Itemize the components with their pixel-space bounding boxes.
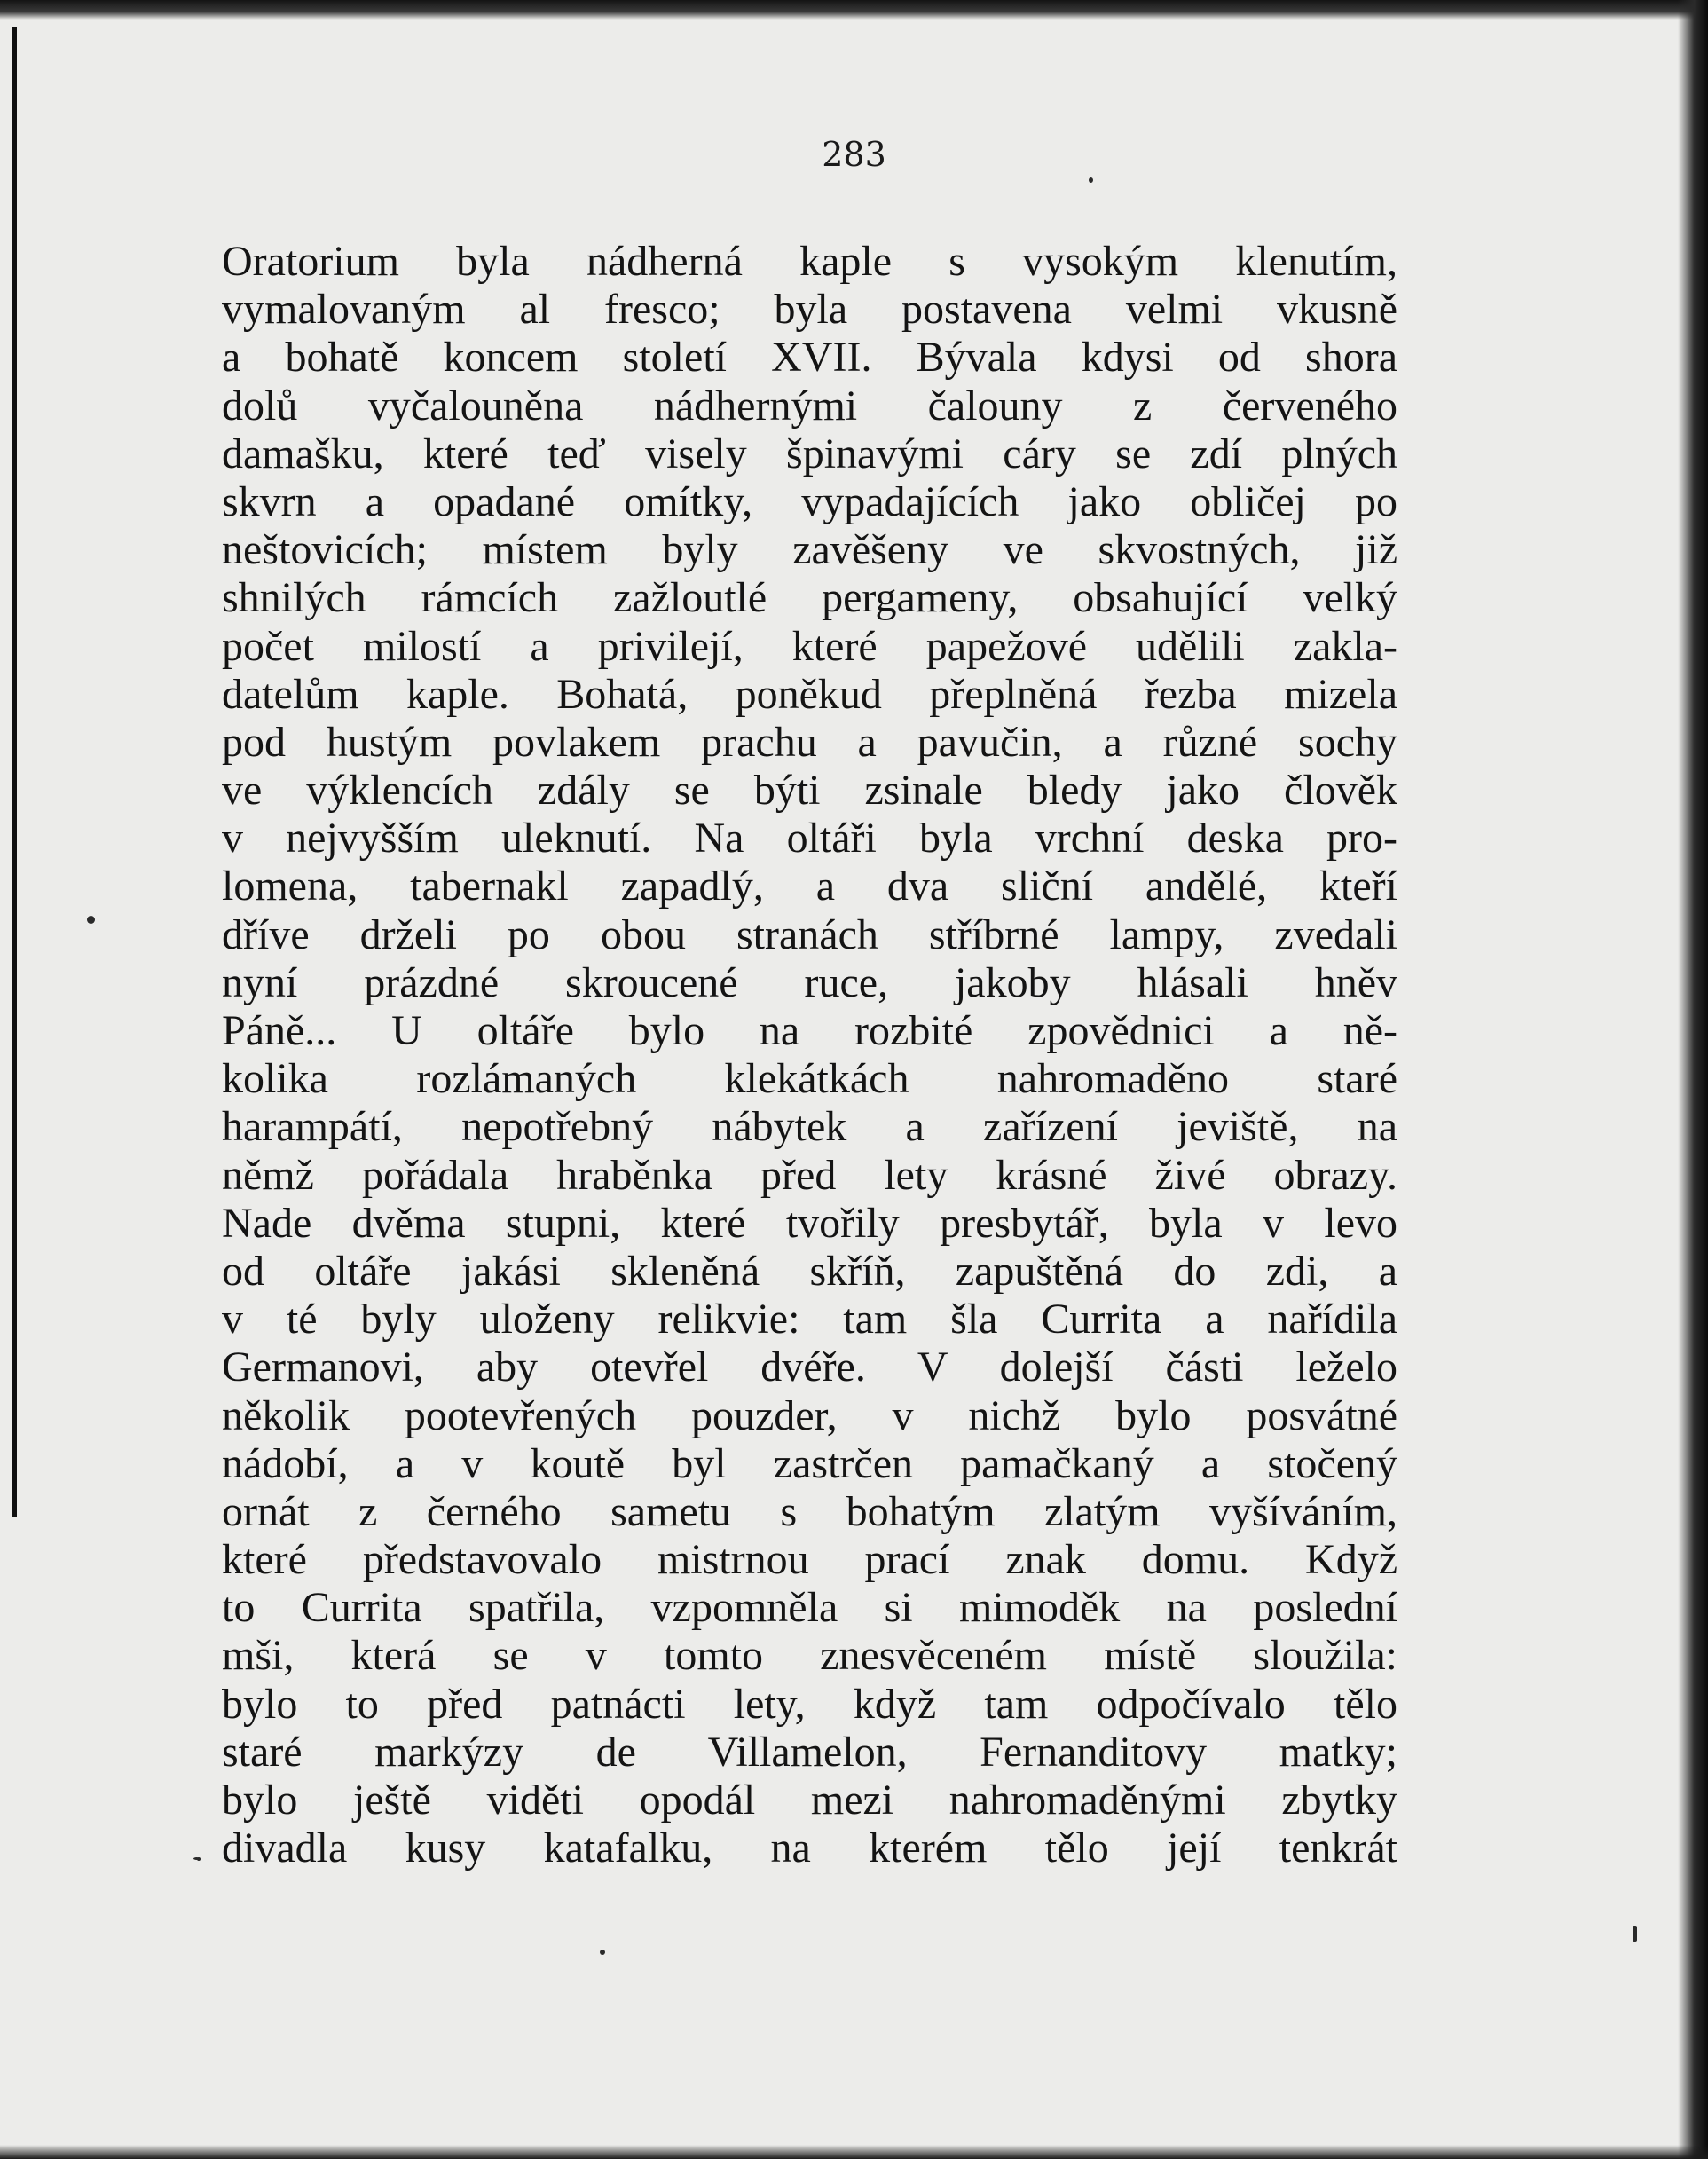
scan-speck — [1089, 177, 1093, 183]
text-line: ornát z černého sametu s bohatým zlatým vyšíváním, — [222, 1487, 1397, 1535]
text-line: v nejvyšším uleknutí. Na oltáři byla vrchní deska pro- — [222, 815, 1397, 863]
text-line: harampátí, nepotřebný nábytek a zařízení jeviště, na — [222, 1103, 1397, 1151]
text-line: bylo to před patnácti lety, když tam odpočívalo tělo — [222, 1680, 1397, 1728]
text-line: počet milostí a privilejí, které papežové udělili zakla- — [222, 622, 1397, 670]
body-text — [222, 238, 1397, 1872]
scan-top-edge — [0, 0, 1708, 20]
text-line: bylo ještě viděti opodál mezi nahromaděnými zbytky — [222, 1777, 1397, 1824]
text-line: od oltáře jakási skleněná skříň, zapuštěná do zdi, a — [222, 1247, 1397, 1295]
text-line: Páně... U oltáře bylo na rozbité zpovědnici a ně- — [222, 1007, 1397, 1054]
text-line: kolika rozlámaných klekátkách nahromaděno staré — [222, 1055, 1397, 1103]
text-line: němž pořádala hraběnka před lety krásné živé obrazy. — [222, 1151, 1397, 1199]
scan-speck — [600, 1950, 605, 1955]
text-line: dříve drželi po obou stranách stříbrné lampy, zvedali — [222, 910, 1397, 958]
text-line: a bohatě koncem století XVII. Bývala kdysi od shora — [222, 334, 1397, 382]
text-line: divadla kusy katafalku, na kterém tělo její tenkrát — [222, 1824, 1397, 1872]
scan-speck — [197, 1857, 201, 1861]
text-line: které představovalo mistrnou prací znak domu. Když — [222, 1536, 1397, 1584]
scan-speck — [87, 916, 95, 924]
text-line: mši, která se v tomto znesvěceném místě sloužila: — [222, 1632, 1397, 1680]
text-line: několik pootevřených pouzder, v nichž bylo posvátné — [222, 1391, 1397, 1439]
text-line: skvrn a opadané omítky, vypadajících jako obličej po — [222, 477, 1397, 525]
text-line: Nade dvěma stupni, které tvořily presbytář, byla v levo — [222, 1199, 1397, 1247]
text-line: dolů vyčalouněna nádhernými čalouny z červeného — [222, 382, 1397, 429]
text-line: datelům kaple. Bohatá, poněkud přeplněná řezba mizela — [222, 670, 1397, 718]
text-line: v té byly uloženy relikvie: tam šla Currita a nařídila — [222, 1296, 1397, 1343]
text-line: nyní prázdné skroucené ruce, jakoby hlásali hněv — [222, 958, 1397, 1006]
text-line: Germanovi, aby otevřel dvéře. V dolejší části leželo — [222, 1343, 1397, 1391]
page-number: 283 — [822, 135, 886, 174]
text-line: ve výklencích zdály se býti zsinale bledy jako člověk — [222, 767, 1397, 815]
text-line: Oratorium byla nádherná kaple s vysokým klenutím, — [222, 238, 1397, 285]
text-line: shnilých rámcích zažloutlé pergameny, obsahující velký — [222, 574, 1397, 622]
scan-speck — [1633, 1926, 1637, 1942]
text-line: staré markýzy de Villamelon, Fernanditovy matky; — [222, 1728, 1397, 1776]
text-line: vymalovaným al fresco; byla postavena velmi vkusně — [222, 286, 1397, 334]
text-line: pod hustým povlakem prachu a pavučin, a různé sochy — [222, 718, 1397, 766]
scan-right-edge — [1678, 0, 1708, 2159]
text-line: lomena, tabernakl zapadlý, a dva sliční andělé, kteří — [222, 863, 1397, 910]
scan-bottom-edge — [0, 2145, 1708, 2159]
scan-left-edge — [12, 27, 17, 1517]
text-line: damašku, které teď visely špinavými cáry se zdí plných — [222, 429, 1397, 477]
text-line: nádobí, a v koutě byl zastrčen pamačkaný a stočený — [222, 1439, 1397, 1487]
text-line: to Currita spatřila, vzpomněla si mimoděk na poslední — [222, 1584, 1397, 1632]
text-line: neštovicích; místem byly zavěšeny ve skvostných, již — [222, 526, 1397, 574]
